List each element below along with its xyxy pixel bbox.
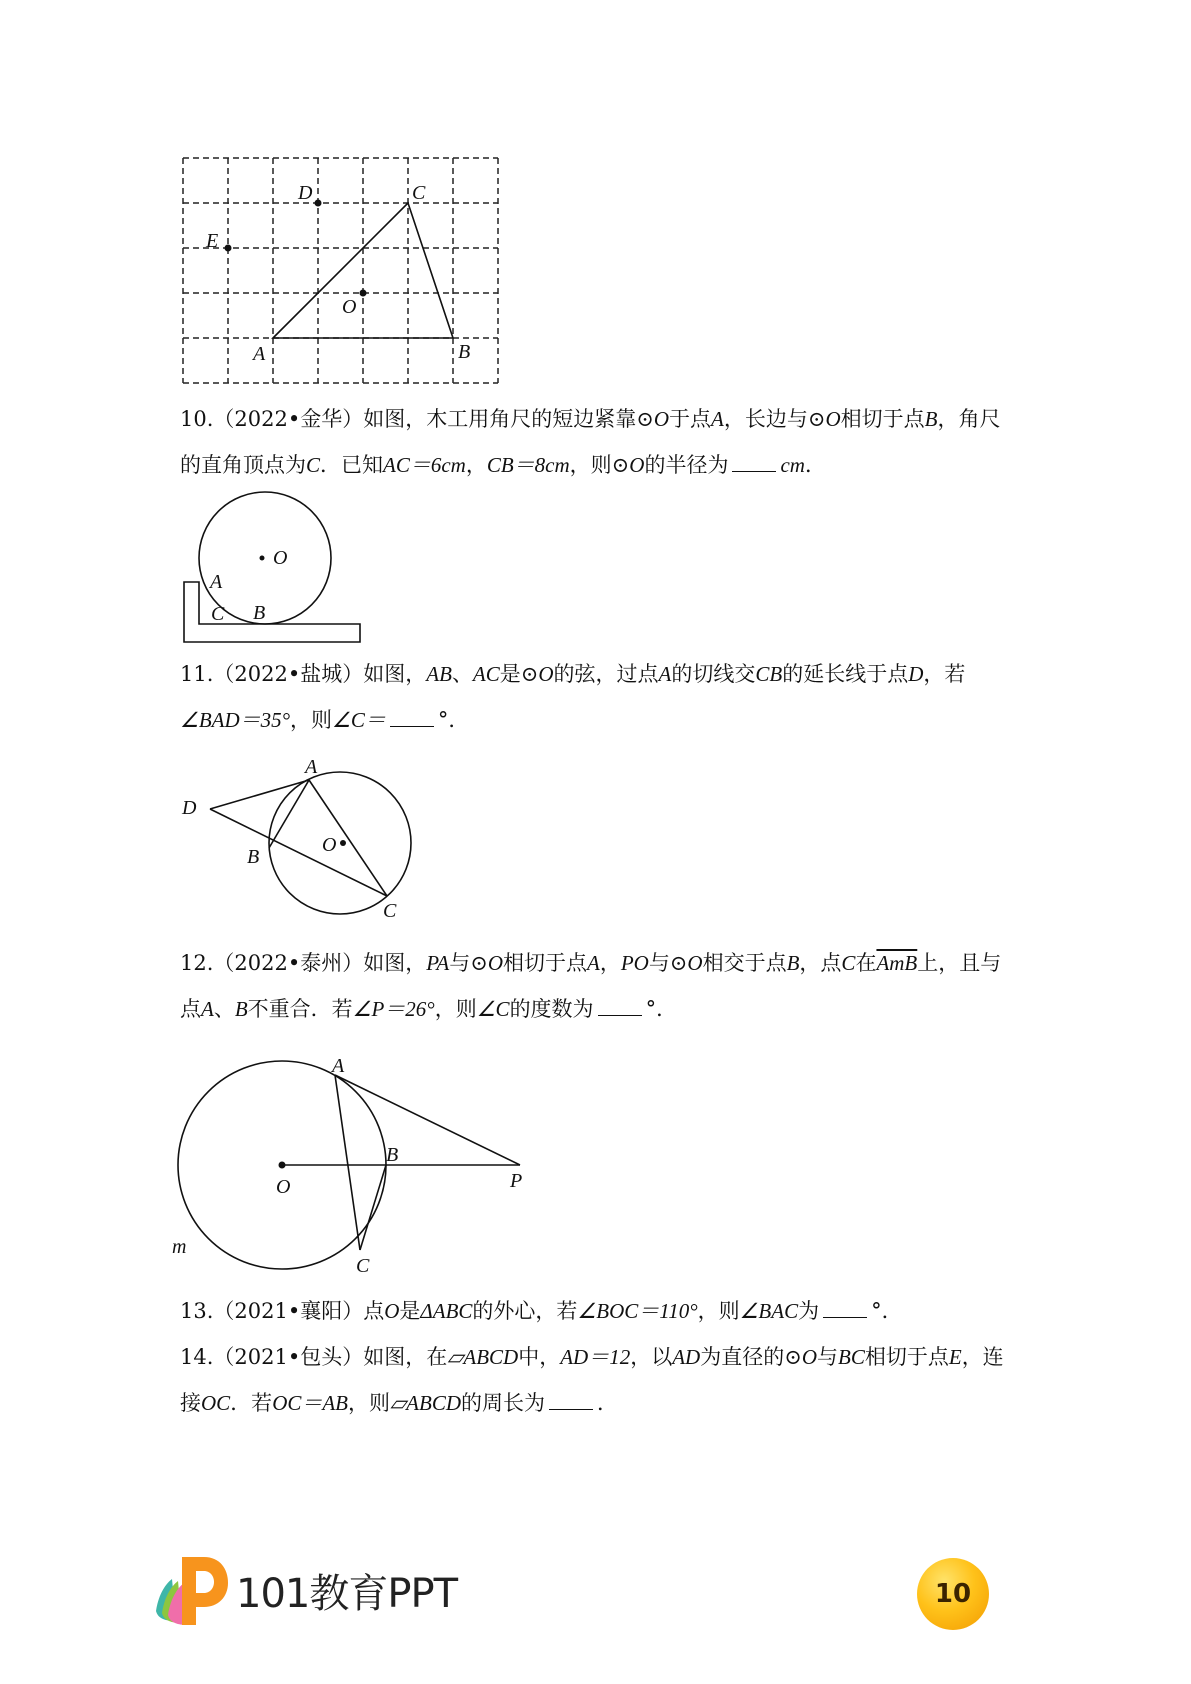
label-o: O [322,834,337,856]
label-o: O [342,296,357,318]
label-a: A [253,343,266,365]
grid-triangle-figure [170,150,510,390]
label-a: A [305,756,318,778]
label-d: D [298,182,313,204]
answer-blank-13[interactable] [823,1297,867,1318]
label-c: C [412,182,426,204]
label-b: B [247,846,260,868]
tangent-chord-figure [180,755,420,925]
label-c: C [383,900,397,922]
question-10: 10.（2022•金华）如图，木工用角尺的短边紧靠⊙O于点A，长边与⊙O相切于点B，角尺的直角顶点为C．已知AC＝6cm，CB＝8cm，则⊙O的半径为 cm． [180,407,1001,477]
label-e: E [206,230,219,252]
logo-icon [152,1553,232,1629]
page-number-badge: 10 [917,1558,989,1630]
label-o: O [273,547,288,569]
logo-text: 101教育PPT [236,1571,458,1617]
label-o: O [276,1176,291,1198]
question-13: 13.（2021•襄阳）点O是ΔABC的外心，若∠BOC＝110°，则∠BAC为 °． [180,1299,903,1323]
answer-blank-10[interactable] [732,451,776,472]
label-a: A [332,1055,345,1077]
label-b: B [253,602,266,624]
label-m: m [172,1236,187,1258]
label-b: B [386,1144,399,1166]
question-12: 12.（2022•泰州）如图，PA与⊙O相切于点A，PO与⊙O相交于点B，点C在$\overline{AmB}$上，且与点A、B不重合．若∠P＝26°，则∠C的度数为 °． [180,951,1002,1021]
label-d: D [182,797,197,819]
label-c: C [211,603,225,625]
label-b: B [458,341,471,363]
answer-blank-14[interactable] [549,1389,593,1410]
question-11: 11.（2022•盐城）如图，AB、AC是⊙O的弦，过点A的切线交CB的延长线于点D，若∠BAD＝35°，则∠C＝ °． [180,662,966,732]
label-p: P [510,1170,523,1192]
tangent-secant-figure [170,1045,550,1275]
answer-blank-11[interactable] [390,706,434,727]
answer-blank-12[interactable] [598,995,642,1016]
label-a: A [210,571,223,593]
label-c: C [356,1255,370,1277]
question-14: 14.（2021•包头）如图，在▱ABCD中，AD＝12，以AD为直径的⊙O与BC相切于点E，连接OC．若OC＝AB，则▱ABCD的周长为 ． [180,1345,1004,1415]
carpenter-square-figure [180,490,370,650]
